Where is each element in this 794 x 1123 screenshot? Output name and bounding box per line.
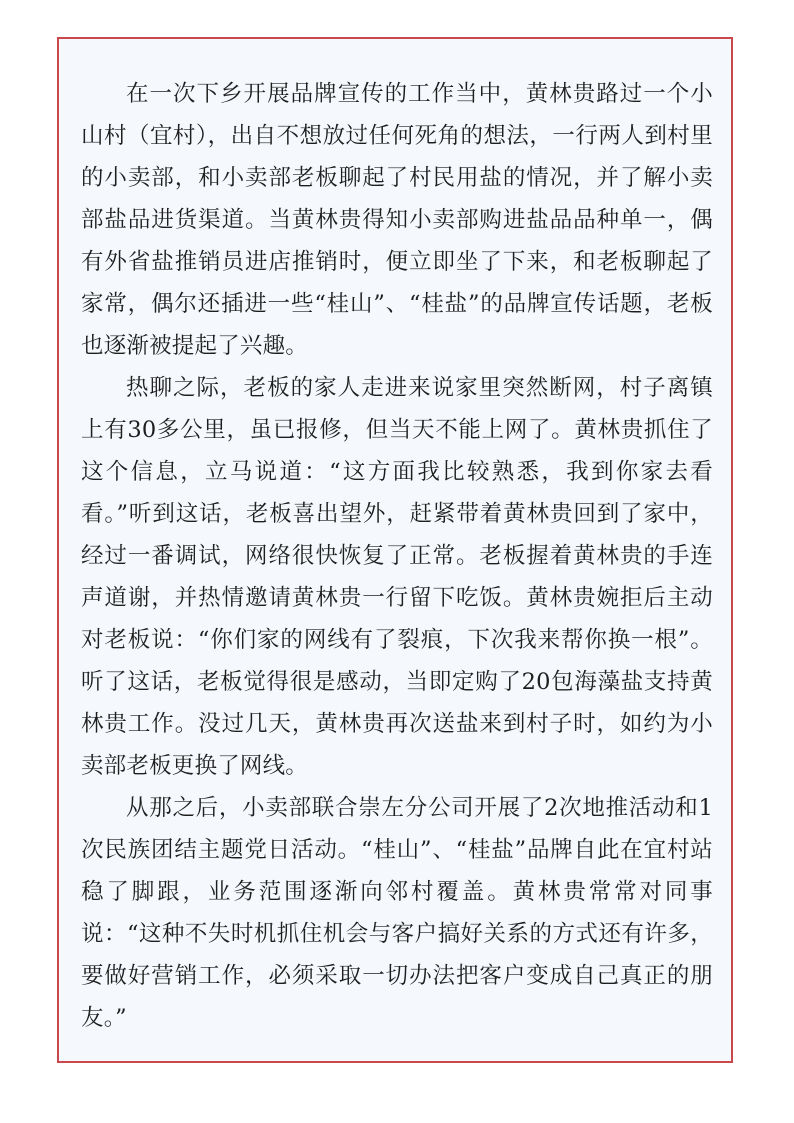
- paragraph-3: 从那之后，小卖部联合崇左分公司开展了2次地推活动和1次民族团结主题党日活动。“桂山”、“桂盐”品牌自此在宜村站稳了脚跟，业务范围逐渐向邻村覆盖。黄林贵常常对同事说：“这种不失时机抓住机会与客户搞好关系的方式还有许多，要做好营销工作，必须采取一切办法把客户变成自己真正的朋友。”: [81, 795, 713, 1031]
- article-body: [81, 73, 713, 1039]
- paragraph-2: 热聊之际，老板的家人走进来说家里突然断网，村子离镇上有30多公里，虽已报修，但当天不能上网了。黄林贵抓住了这个信息，立马说道：“这方面我比较熟悉，我到你家去看看。”听到这话，老板喜出望外，赶紧带着黄林贵回到了家中，经过一番调试，网络很快恢复了正常。老板握着黄林贵的手连声道谢，并热情邀请黄林贵一行留下吃饭。黄林贵婉拒后主动对老板说：“你们家的网线有了裂痕，下次我来帮你换一根”。听了这话，老板觉得很是感动，当即定购了20包海藻盐支持黄林贵工作。没过几天，黄林贵再次送盐来到村子时，如约为小卖部老板更换了网线。: [81, 375, 713, 779]
- article-frame: [57, 37, 733, 1063]
- paragraph-1: 在一次下乡开展品牌宣传的工作当中，黄林贵路过一个小山村（宜村），出自不想放过任何死角的想法，一行两人到村里的小卖部，和小卖部老板聊起了村民用盐的情况，并了解小卖部盐品进货渠道。当黄林贵得知小卖部购进盐品品种单一，偶有外省盐推销员进店推销时，便立即坐了下来，和老板聊起了家常，偶尔还插进一些“桂山”、“桂盐”的品牌宣传话题，老板也逐渐被提起了兴趣。: [81, 81, 713, 359]
